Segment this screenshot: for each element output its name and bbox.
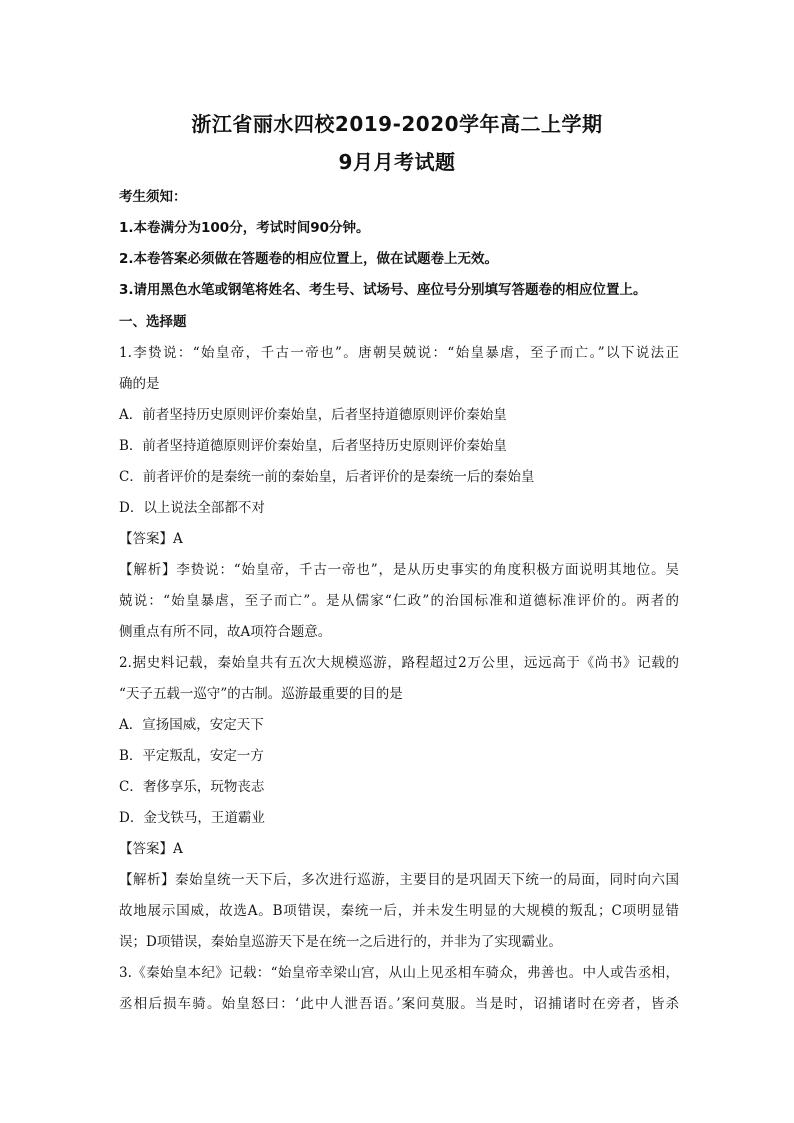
q1-analysis-line: 【解析】李贽说：“始皇帝，千古一帝也”，是从历史事实的角度积极方面说明其地位。吴 — [119, 562, 679, 578]
section-heading: 一、选择题 — [119, 314, 187, 330]
q1-stem-line: 1.李贽说：“始皇帝，千古一帝也”。唐朝吴兢说：“始皇暴虐，至子而亡。”以下说法正 — [119, 345, 679, 361]
notice-item: 3.请用黑色水笔或钢笔将姓名、考生号、试场号、座位号分别填写答题卷的相应位置上。 — [119, 282, 647, 298]
notice-item: 2.本卷答案必须做在答题卷的相应位置上，做在试题卷上无效。 — [119, 251, 499, 267]
q2-option-c: C．奢侈享乐，玩物丧志 — [119, 779, 265, 795]
q1-analysis-line: 兢说：“始皇暴虐，至子而亡”。是从儒家“仁政”的治国标准和道德标准评价的。两者的 — [119, 593, 679, 609]
q2-analysis-line: 【解析】秦始皇统一天下后，多次进行巡游，主要目的是巩固天下统一的局面，同时向六国 — [119, 872, 679, 888]
exam-title-line1: 浙江省丽水四校2019-2020学年高二上学期 — [191, 112, 603, 136]
q1-answer: 【答案】A — [119, 531, 183, 547]
q2-stem-line: “天子五载一巡守”的古制。巡游最重要的目的是 — [119, 686, 403, 702]
q2-option-b: B．平定叛乱，安定一方 — [119, 748, 264, 764]
q1-option-d: D．以上说法全部都不对 — [119, 500, 265, 516]
q1-stem-line: 确的是 — [119, 376, 160, 392]
q2-stem-line: 2.据史料记载，秦始皇共有五次大规模巡游，路程超过2万公里，远远高于《尚书》记载的 — [119, 655, 679, 671]
q2-option-a: A．宣扬国威，安定天下 — [119, 717, 264, 733]
exam-title-line2: 9月月考试题 — [338, 150, 456, 174]
q2-option-d: D．金戈铁马，王道霸业 — [119, 810, 265, 826]
notice-item: 1.本卷满分为100分，考试时间90分钟。 — [119, 220, 370, 236]
q1-analysis-line: 侧重点有所不同，故A项符合题意。 — [119, 624, 332, 640]
q1-option-c: C．前者评价的是秦统一前的秦始皇，后者评价的是秦统一后的秦始皇 — [119, 469, 535, 485]
q1-option-b: B．前者坚持道德原则评价秦始皇，后者坚持历史原则评价秦始皇 — [119, 438, 507, 454]
q1-option-a: A．前者坚持历史原则评价秦始皇，后者坚持道德原则评价秦始皇 — [119, 407, 507, 423]
q3-stem-line: 丞相后损车骑。始皇怒曰：‘此中人泄吾语。’案问莫服。当是时，诏捕诸时在旁者，皆杀 — [119, 996, 679, 1012]
q3-stem-line: 3.《秦始皇本纪》记载：“始皇帝幸梁山宫，从山上见丞相车骑众，弗善也。中人或告丞相， — [119, 965, 679, 981]
q2-answer: 【答案】A — [119, 841, 183, 857]
notice-heading: 考生须知： — [119, 189, 187, 205]
q2-analysis-line: 误；D项错误，秦始皇巡游天下是在统一之后进行的，并非为了实现霸业。 — [119, 934, 562, 950]
q2-analysis-line: 故地展示国威，故选A。B项错误，秦统一后，并未发生明显的大规模的叛乱；C项明显错 — [119, 903, 679, 919]
